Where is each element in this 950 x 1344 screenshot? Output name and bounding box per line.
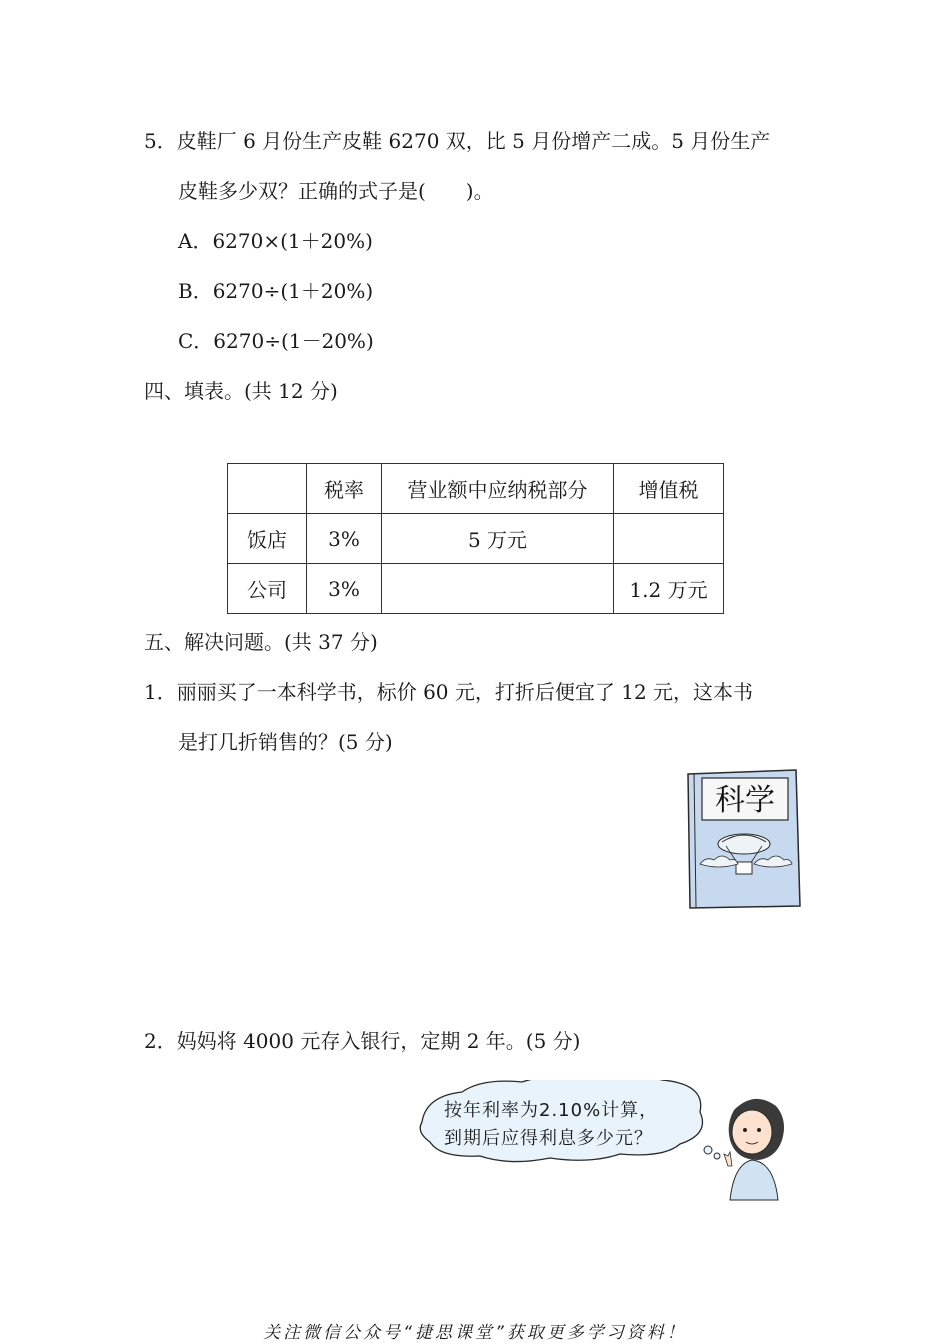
header-cell-tax-rate: 税率 (307, 464, 382, 514)
header-cell-empty (228, 464, 307, 514)
problem-1-line-1: 1．丽丽买了一本科学书，标价 60 元，打折后便宜了 12 元，这本书 (144, 680, 754, 704)
table-row (228, 564, 724, 614)
table-header-row (228, 464, 724, 514)
table-cell-blank[interactable] (382, 564, 614, 614)
option-a: A．6270×(1＋20%) (178, 229, 373, 253)
question-5-line-2: 皮鞋多少双？正确的式子是( )。 (178, 179, 494, 203)
book-title: 科学 (715, 783, 775, 818)
footer-notice: 关注微信公众号“捷思课堂”获取更多学习资料！ (263, 1323, 687, 1343)
question-5-line-1: 5．皮鞋厂 6 月份生产皮鞋 6270 双，比 5 月份增产二成。5 月份生产 (144, 129, 771, 153)
tax-table (227, 463, 724, 614)
bubble-line-2: 到期后应得利息多少元？ (444, 1128, 653, 1149)
table-cell: 3% (307, 564, 382, 614)
header-cell-taxable-amount: 营业额中应纳税部分 (382, 464, 614, 514)
table-cell: 饭店 (228, 514, 307, 564)
option-b: B．6270÷(1＋20%) (178, 279, 374, 303)
table-cell-blank[interactable] (614, 514, 724, 564)
table-row (228, 514, 724, 564)
science-book-illustration (684, 768, 802, 910)
header-cell-vat: 增值税 (614, 464, 724, 514)
table-cell: 3% (307, 514, 382, 564)
option-c: C．6270÷(1－20%) (178, 329, 374, 353)
table-cell: 5 万元 (382, 514, 614, 564)
problem-2-line-1: 2．妈妈将 4000 元存入银行，定期 2 年。(5 分) (144, 1029, 581, 1053)
table-cell: 1.2 万元 (614, 564, 724, 614)
section-5-title: 五、解决问题。(共 37 分) (144, 630, 378, 654)
problem-1-line-2: 是打几折销售的？(5 分) (178, 730, 393, 754)
section-4-title: 四、填表。(共 12 分) (144, 379, 338, 403)
table-cell: 公司 (228, 564, 307, 614)
bubble-line-1: 按年利率为2.10%计算， (444, 1100, 659, 1121)
